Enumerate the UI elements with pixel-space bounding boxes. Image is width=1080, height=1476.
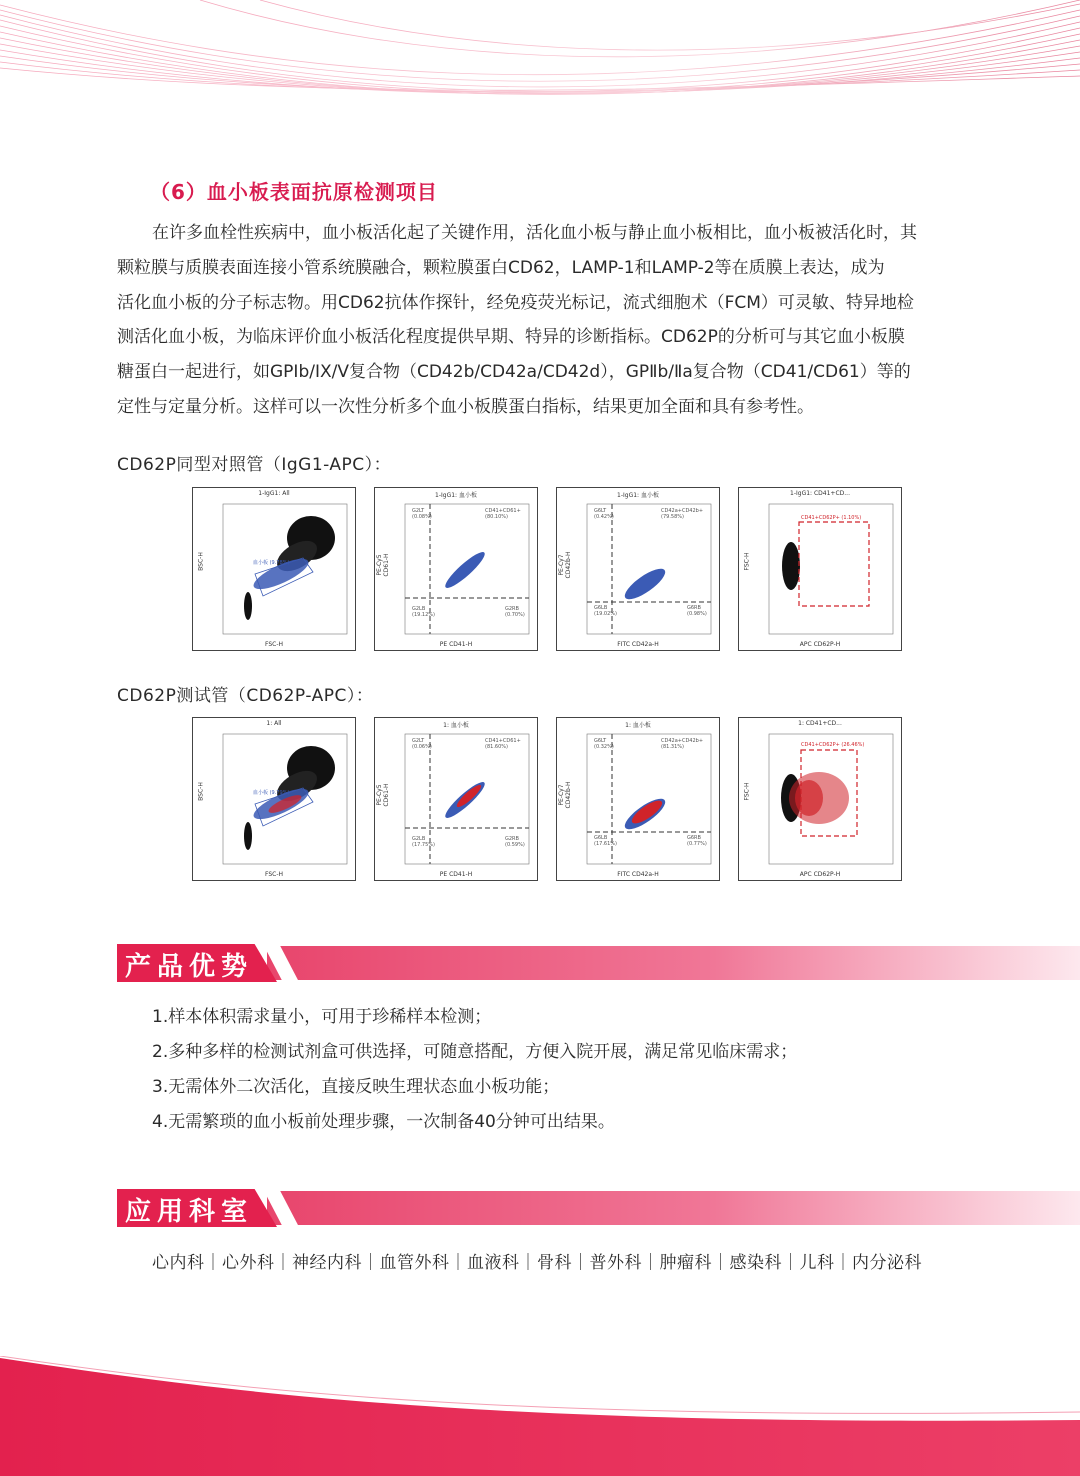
quadrant-ur-name: CD41+CD61+ — [485, 738, 521, 744]
plot-area — [193, 488, 357, 652]
scatter-plot-cd42a-cd42b — [556, 487, 720, 651]
y-axis-label: PE-Cy7 CD42b-H — [558, 551, 572, 579]
plot-area — [193, 718, 357, 882]
plot-title: 1-IgG1: 血小板 — [435, 492, 477, 499]
paragraph-line: 在许多血栓性疾病中，血小板活化起了关键作用，活化血小板与静止血小板相比，血小板被活化时，其 — [152, 223, 917, 243]
paragraph-line: 颗粒膜与质膜表面连接小管系统膜融合，颗粒膜蛋白CD62，LAMP-1和LAMP-2等在质膜上表达，成为 — [117, 257, 885, 278]
x-axis-label: PE CD41-H — [439, 641, 473, 648]
quadrant-ur-pct: (81.31%) — [661, 744, 684, 750]
scatter-plot-cd41-cd61 — [374, 717, 538, 881]
quadrant-lr-name: G2RB — [505, 606, 519, 612]
quadrant-ur-pct: (81.60%) — [485, 744, 508, 750]
advantages-banner — [117, 944, 1080, 982]
y-axis-label: PE-Cy7 CD42b-H — [558, 781, 572, 809]
quadrant-ul-pct: (0.42%) — [594, 514, 614, 520]
quadrant-ur-name: CD41+CD61+ — [485, 508, 521, 514]
quadrant-ul-pct: (0.08%) — [412, 514, 432, 520]
test-plots-row — [192, 717, 904, 883]
y-axis-label: BSC-H — [197, 782, 205, 801]
plot-area — [739, 488, 903, 652]
paragraph-line: 定性与定量分析。这样可以一次性分析多个血小板膜蛋白指标，结果更加全面和具有参考性。 — [117, 396, 814, 417]
control-tube-label: CD62P同型对照管（IgG1-APC）： — [117, 455, 392, 475]
paragraph-line: 活化血小板的分子标志物。用CD62抗体作探针，经免疫荧光标记，流式细胞术（FCM）可灵敏、特异地检 — [117, 292, 914, 313]
quadrant-ul-pct: (0.06%) — [412, 744, 432, 750]
test-tube-label: CD62P测试管（CD62P-APC）： — [117, 686, 374, 706]
plot-title: 1-IgG1: 血小板 — [617, 492, 659, 499]
plot-title: 1: 血小板 — [625, 722, 651, 729]
quadrant-ll-pct: (17.75%) — [412, 842, 435, 848]
list-item: 3.无需体外二次活化，直接反映生理状态血小板功能； — [152, 1077, 560, 1097]
y-axis-label: PE-Cy5 CD61-H — [376, 783, 390, 807]
departments-list: 心内科｜心外科｜神经内科｜血管外科｜血液科｜骨科｜普外科｜肿瘤科｜感染科｜儿科｜内分泌科 — [152, 1253, 922, 1273]
scatter-plot-cd42a-cd42b — [556, 717, 720, 881]
quadrant-ul-name: G2LT — [412, 738, 425, 744]
quadrant-lr-pct: (0.70%) — [505, 612, 525, 618]
plot-title: 1: CD41+CD... — [798, 720, 842, 727]
x-axis-label: PE CD41-H — [439, 871, 473, 878]
paragraph-line: 糖蛋白一起进行，如GPIb/IX/V复合物（CD42b/CD42a/CD42d），GPⅡb/Ⅱa复合物（CD41/CD61）等的 — [117, 362, 911, 383]
advantages-list — [152, 1000, 797, 1140]
scatter-plot-cd62p — [738, 717, 902, 881]
x-axis-label: APC CD62P-H — [799, 641, 841, 648]
y-axis-label: PE-Cy5 CD61-H — [376, 553, 390, 577]
quadrant-ul-name: G6LT — [594, 508, 607, 514]
quadrant-lr-pct: (0.98%) — [687, 611, 707, 617]
gate-label: 血小板 (9.78%) — [253, 560, 290, 566]
quadrant-ur-name: CD42a+CD42b+ — [661, 738, 704, 744]
scatter-plot-cd41-cd61 — [374, 487, 538, 651]
plot-title: 1: All — [266, 720, 282, 727]
quadrant-lr-pct: (0.77%) — [687, 841, 707, 847]
scatter-plot-cd62p — [738, 487, 902, 651]
quadrant-ul-pct: (0.32%) — [594, 744, 614, 750]
y-axis-label: FSC-H — [743, 552, 751, 571]
quadrant-ll-pct: (17.61%) — [594, 841, 617, 847]
x-axis-label: FSC-H — [264, 641, 284, 648]
plot-title: 1-IgG1: CD41+CD... — [790, 490, 850, 497]
plot-title: 1: 血小板 — [443, 722, 469, 729]
list-item: 1.样本体积需求量小，可用于珍稀样本检测； — [152, 1007, 492, 1027]
scatter-plot-fsc-bsc — [192, 487, 356, 651]
quadrant-ur-name: CD42a+CD42b+ — [661, 508, 704, 514]
departments-banner — [117, 1189, 1080, 1227]
list-item: 2.多种多样的检测试剂盒可供选择，可随意搭配，方便入院开展，满足常见临床需求； — [152, 1042, 798, 1062]
scatter-plot-fsc-bsc — [192, 717, 356, 881]
x-axis-label: APC CD62P-H — [799, 871, 841, 878]
x-axis-label: FITC CD42a-H — [617, 871, 659, 878]
quadrant-lr-name: G6RB — [687, 605, 701, 611]
x-axis-label: FITC CD42a-H — [617, 641, 659, 648]
quadrant-ll-name: G6LB — [594, 835, 608, 841]
quadrant-ll-name: G2LB — [412, 836, 426, 842]
quadrant-lr-name: G2RB — [505, 836, 519, 842]
y-axis-label: FSC-H — [743, 782, 751, 801]
bottom-wave-decoration — [0, 1356, 1080, 1476]
quadrant-lr-name: G6RB — [687, 835, 701, 841]
quadrant-ul-name: G2LT — [412, 508, 425, 514]
quadrant-ll-pct: (19.02%) — [594, 611, 617, 617]
top-wave-decoration — [0, 0, 1080, 135]
gate-label: 血小板 (9.79%) — [253, 790, 290, 796]
paragraph-line: 测活化血小板，为临床评价血小板活化程度提供早期、特异的诊断指标。CD62P的分析可与其它血小板膜 — [117, 327, 905, 348]
quadrant-ul-name: G6LT — [594, 738, 607, 744]
advantages-heading: 产品优势 — [125, 952, 254, 982]
quadrant-lr-pct: (0.59%) — [505, 842, 525, 848]
intro-paragraph — [117, 216, 983, 425]
departments-heading: 应用科室 — [125, 1197, 254, 1227]
quadrant-ll-name: G6LB — [594, 605, 608, 611]
quadrant-ll-pct: (19.12%) — [412, 612, 435, 618]
section-title: （6）血小板表面抗原检测项目 — [150, 180, 438, 204]
list-item: 4.无需繁琐的血小板前处理步骤，一次制备40分钟可出结果。 — [152, 1112, 615, 1132]
quadrant-ur-pct: (79.58%) — [661, 514, 684, 520]
x-axis-label: FSC-H — [264, 871, 284, 878]
quadrant-ll-name: G2LB — [412, 606, 426, 612]
gate-label: CD41+CD62P+ (1.10%) — [801, 515, 862, 521]
quadrant-ur-pct: (80.10%) — [485, 514, 508, 520]
gate-label: CD41+CD62P+ (26.46%) — [801, 742, 865, 748]
y-axis-label: BSC-H — [197, 552, 205, 571]
plot-title: 1-IgG1: All — [258, 490, 290, 497]
control-plots-row — [192, 487, 904, 653]
